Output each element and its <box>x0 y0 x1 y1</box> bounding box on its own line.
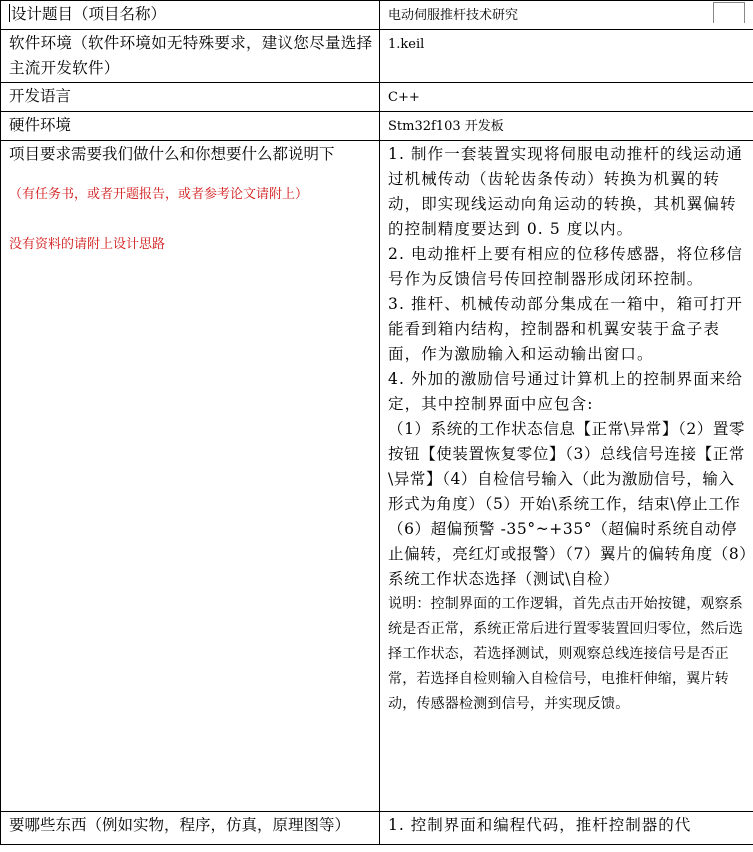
row-title <box>1 1 753 30</box>
row-software <box>1 30 753 83</box>
row-language <box>1 83 753 112</box>
value-requirements[interactable] <box>380 141 753 812</box>
label-deliverables[interactable]: 要哪些东西（例如实物，程序，仿真，原理图等） <box>1 812 380 845</box>
row-requirements <box>1 141 753 812</box>
cell-handle-box <box>713 2 745 23</box>
row-hardware <box>1 112 753 141</box>
row-deliverables <box>1 812 753 845</box>
value-hardware[interactable] <box>380 112 753 141</box>
value-deliverables[interactable]: 1. 控制界面和编程代码，推杆控制器的代 <box>380 812 753 845</box>
idea-note: 没有资料的请附上设计思路 <box>9 237 166 252</box>
label-title[interactable] <box>1 1 380 30</box>
value-title[interactable] <box>380 1 753 30</box>
label-software[interactable]: 软件环境（软件环境如无特殊要求，建议您尽量选择主流开发软件） <box>1 30 380 83</box>
value-title-text: 电动伺服推杆技术研究 <box>388 8 519 23</box>
requirements-label-text: 项目要求需要我们做什么和你想要什么都说明下 <box>9 145 335 163</box>
label-language[interactable]: 开发语言 <box>1 83 380 112</box>
explanation-text: 说明：控制界面的工作逻辑，首先点击开始按键，观察系统是否正常，系统正常后进行置零装置回归零位，然后选择工作状态，若选择测试，则观察总线连接信号是否正常，若选择自检则输入自检信号，电推杆伸缩，翼片转动，传感器检测到信号，并实现反馈。 <box>388 596 743 712</box>
label-title-text: 设计题目（项目名称） <box>11 5 167 23</box>
requirement-paragraph: 3. 推杆、机械传动部分集成在一箱中，箱可打开能看到箱内结构，控制器和机翼安装于盒子表面，作为激励输入和运动输出窗口。 <box>388 295 744 363</box>
text-cursor <box>9 4 10 22</box>
value-hardware-text: Stm32f103 开发板 <box>388 119 504 134</box>
value-software[interactable] <box>380 30 753 83</box>
label-requirements[interactable] <box>1 141 380 812</box>
requirement-paragraph: 1. 制作一套装置实现将伺服电动推杆的线运动通过机械传动（齿轮齿条传动）转换为机翼的转动，即实现线运动向角运动的转换，其机翼偏转的控制精度要达到 0. 5 度以内。 <box>388 145 744 238</box>
attach-note: （有任务书，或者开题报告，或者参考论文请附上） <box>9 187 309 202</box>
value-software-text: 1.keil <box>388 37 425 52</box>
value-language-text: C++ <box>388 90 420 105</box>
requirement-paragraph: 2. 电动推杆上要有相应的位移传感器，将位移信号作为反馈信号传回控制器形成闭环控制。 <box>388 245 744 288</box>
label-hardware[interactable]: 硬件环境 <box>1 112 380 141</box>
requirement-paragraph: 4. 外加的激励信号通过计算机上的控制界面来给定，其中控制界面中应包含: <box>388 370 744 413</box>
requirement-paragraph: （1）系统的工作状态信息【正常\异常】（2）置零按钮【使装置恢复零位】（3）总线信号连接【正常\异常】（4）自检信号输入（此为激励信号，输入形式为角度）（5）开始\系统工作，结束\停止工作（6）超偏预警 -35°~+35°（超偏时系统自动停止偏转，亮红灯或报警）（7）翼片的偏转角度（8）系统工作状态选择（测试\自检） <box>388 420 748 588</box>
value-language[interactable] <box>380 83 753 112</box>
